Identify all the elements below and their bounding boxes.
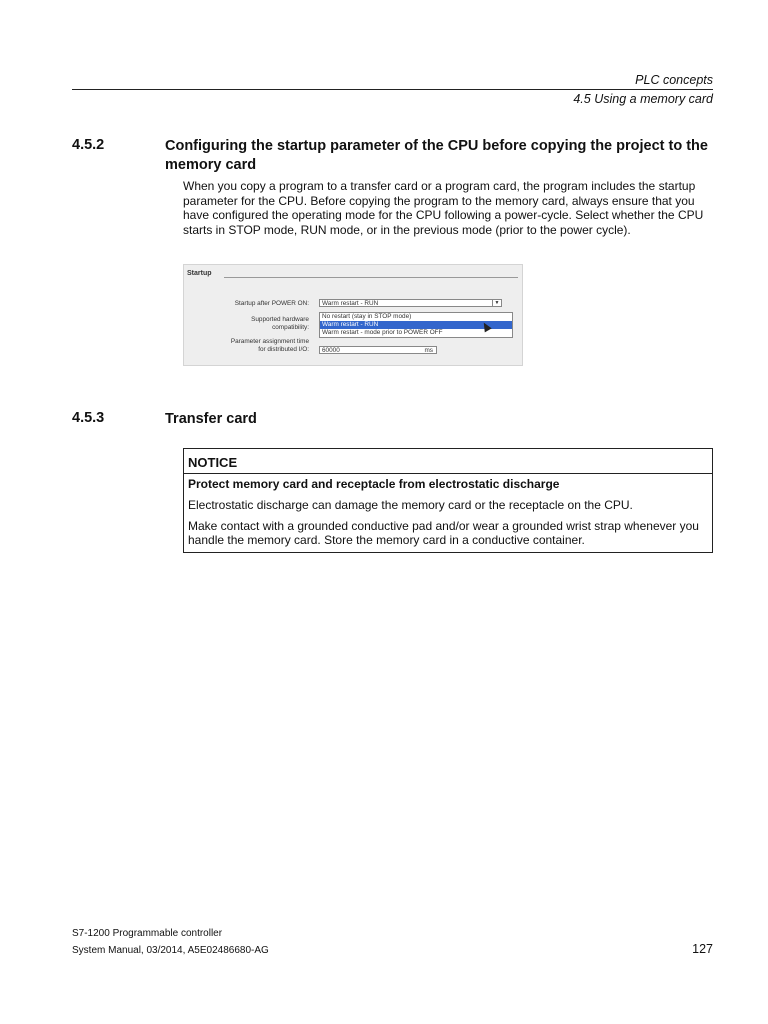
header-chapter: PLC concepts (635, 73, 713, 87)
param-time-input[interactable] (319, 346, 437, 354)
section-453-number: 4.5.3 (72, 410, 105, 426)
option-no-restart[interactable]: No restart (stay in STOP mode) (322, 313, 412, 320)
header-rule (72, 89, 713, 90)
section-452-title: Configuring the startup parameter of the CPU before copying the project to the memory card (165, 138, 708, 173)
section-452-number: 4.5.2 (72, 137, 105, 153)
page-number: 127 (692, 942, 713, 956)
startup-settings-screenshot (183, 264, 523, 366)
label-hw-compat-1: Supported hardware (251, 316, 309, 323)
label-param-time-2: for distributed I/O: (258, 346, 309, 353)
chevron-down-icon[interactable]: ▼ (492, 300, 501, 306)
label-hw-compat-2: compatibility: (272, 324, 309, 331)
startup-mode-selected: Warm restart - RUN (322, 300, 379, 307)
footer-manual: System Manual, 03/2014, A5E02486680-AG (72, 945, 269, 956)
notice-paragraph-1: Electrostatic discharge can damage the memory card or the receptacle on the CPU. (188, 498, 633, 512)
label-startup-power-on: Startup after POWER ON: (234, 300, 309, 307)
notice-subheading: Protect memory card and receptacle from electrostatic discharge (188, 477, 560, 491)
notice-box (183, 448, 713, 553)
startup-title-rule (224, 277, 518, 278)
label-param-time-1: Parameter assignment time (230, 338, 309, 345)
startup-title: Startup (187, 270, 212, 277)
footer-product: S7-1200 Programmable controller (72, 928, 223, 939)
option-warm-restart-prior[interactable]: Warm restart - mode prior to POWER OFF (322, 329, 443, 336)
notice-heading: NOTICE (184, 449, 712, 474)
notice-paragraph-2: Make contact with a grounded conductive pad and/or wear a grounded wrist strap whenever you handle the memory card. Store the memory card in a conductive container. (188, 518, 699, 547)
option-warm-restart-run[interactable]: Warm restart - RUN (320, 321, 512, 329)
param-time-value: 60000 (322, 347, 340, 354)
section-453-title: Transfer card (165, 411, 257, 427)
startup-mode-select[interactable] (319, 299, 502, 307)
section-452-body: When you copy a program to a transfer card or a program card, the program includes the startup parameter for the CPU. Before copying the program to the memory card, always ensure that you have configured the operating mode for the CPU following a power-cycle. Select whether the CPU starts in STOP mode, RUN mode, or in the previous mode (prior to the power cycle). (183, 179, 704, 237)
param-time-unit: ms (424, 347, 433, 354)
header-section: 4.5 Using a memory card (573, 92, 713, 106)
